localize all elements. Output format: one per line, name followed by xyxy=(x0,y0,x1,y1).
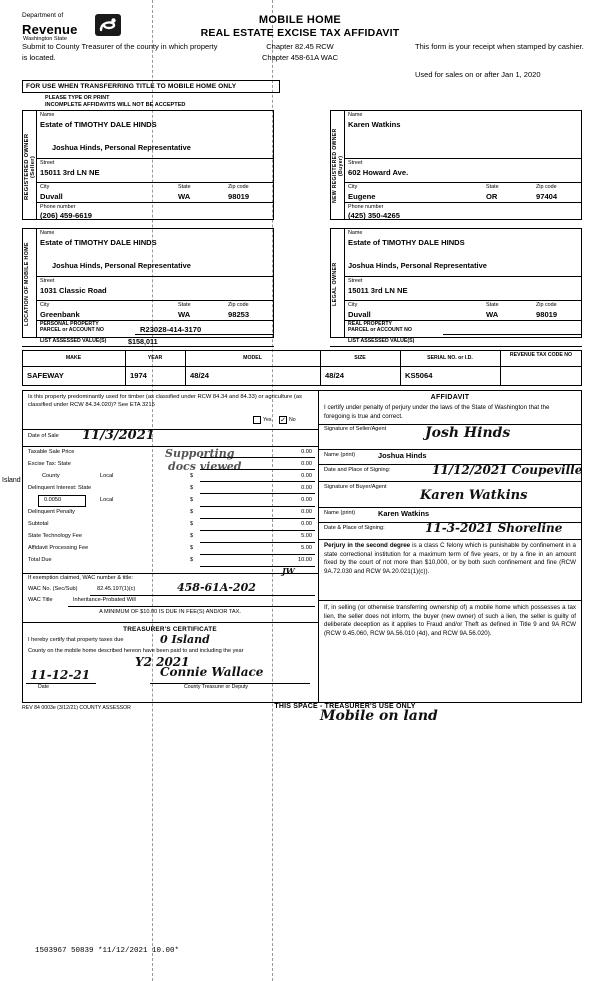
tax-line-2 xyxy=(200,481,315,482)
buyer-city-value: Eugene xyxy=(348,192,376,201)
tax-line-9 xyxy=(200,566,315,567)
buyer-phone-label: Phone number xyxy=(348,204,384,210)
date-of-sale-label: Date of Sale xyxy=(28,433,59,439)
tax-dollar-4: $ xyxy=(190,497,194,503)
revenue-wordmark: Revenue xyxy=(22,22,78,37)
tax-line-0 xyxy=(200,457,315,458)
seller-side-label: REGISTERED OWNER (Seller) xyxy=(24,133,36,200)
tax-line-8 xyxy=(200,554,315,555)
location-street-value: 1031 Classic Road xyxy=(40,286,107,295)
form-title-2: REAL ESTATE EXCISE TAX AFFIDAVIT xyxy=(200,27,400,39)
tax-row-value-9: 10.00 xyxy=(298,557,312,563)
legal-zip-value: 98019 xyxy=(536,310,558,319)
location-pp-label: PERSONAL PROPERTY xyxy=(40,321,99,327)
legal-street-label: Street xyxy=(348,278,363,284)
tax-row-label-8: Affidavit Processing Fee xyxy=(28,545,89,551)
tax-row-value-2: 0.00 xyxy=(301,473,312,479)
date-of-sale-value: 11/3/2021 xyxy=(82,428,155,443)
revenue-substate: Washington State xyxy=(23,36,67,42)
wac-no-line xyxy=(90,595,315,596)
legal-rp-label: REAL PROPERTY xyxy=(348,321,393,327)
legal-city-label: City xyxy=(348,302,358,308)
location-assessed-line xyxy=(22,346,274,347)
buyer-side-label: NEW REGISTERED OWNER (Buyer) xyxy=(332,128,344,204)
timber-no-label: No xyxy=(289,417,296,423)
seller-name2-value: Joshua Hinds, Personal Representative xyxy=(52,143,191,152)
treasurer-heading: TREASURER'S CERTIFICATE xyxy=(123,626,217,633)
vr-year: 1974 xyxy=(130,371,147,380)
location-name2-value: Joshua Hinds, Personal Representative xyxy=(52,261,191,270)
buyer-street-label: Street xyxy=(348,160,363,166)
vh-serial: SERIAL NO. or I.D. xyxy=(427,355,473,361)
wac-no-value: 82.45.197(1)(c) xyxy=(97,586,136,592)
sig-buyer-label: Signature of Buyer/Agent xyxy=(324,484,387,490)
tax-row-value-8: 5.00 xyxy=(301,545,312,551)
tax-dollar-3: $ xyxy=(190,485,194,491)
tax-line-3 xyxy=(200,493,315,494)
legal-assessed-label: LIST ASSESSED VALUE(S) xyxy=(348,338,415,344)
location-assessed-label: LIST ASSESSED VALUE(S) xyxy=(40,338,107,344)
tax-line-4 xyxy=(200,506,315,507)
sig-seller-value: Josh Hinds xyxy=(425,425,511,441)
receipt-note: This form is your receipt when stamped by cashier. xyxy=(415,42,584,51)
location-assessed-value: $158,011 xyxy=(128,337,158,346)
vh-size: SIZE xyxy=(354,355,366,361)
exemption-divider xyxy=(22,573,318,574)
name-print-buyer-value: Karen Watkins xyxy=(378,509,430,518)
aff-div1 xyxy=(318,449,582,450)
tax-dollar-6: $ xyxy=(190,521,194,527)
tax-row-value-4: 0.00 xyxy=(301,497,312,503)
seller-city-value: Duvall xyxy=(40,192,63,201)
buyer-div3 xyxy=(344,202,582,203)
tax-row-label-4: 0.0050 xyxy=(44,497,62,503)
aff-div6 xyxy=(318,539,582,540)
date-place-buyer-value: 11-3-2021 Shoreline xyxy=(425,521,563,535)
vr-serial: KS5064 xyxy=(405,371,433,380)
seller-div1 xyxy=(36,158,274,159)
vh-model: MODEL xyxy=(243,355,262,361)
seller-div3 xyxy=(36,202,274,203)
legal-div1 xyxy=(344,276,582,277)
selling-disclosure: If, in selling (or otherwise transferring ownership of) a mobile home which possesses a tax lien, the seller does not inform, the buyer (new owner) of such a lien, the seller is guilty of deliberate deception as it applies to Fraud and/or Theft as defined in Title 9 and 9A RCW (RCW 9.45.060, RCW 9A.56.010 (4d), and RCW 9A.56.020). xyxy=(324,604,576,638)
receipt-stamp: 1503967 50839 *11/12/2021 10.00* xyxy=(35,947,180,955)
used-for-note: Used for sales on or after Jan 1, 2020 xyxy=(415,70,541,79)
tax-line-6 xyxy=(200,530,315,531)
vh-make: MAKE xyxy=(65,355,82,361)
tax-dollar-9: $ xyxy=(190,557,194,563)
location-zip-value: 98253 xyxy=(228,310,250,319)
seller-street-label: Street xyxy=(40,160,55,166)
aff-div7 xyxy=(318,600,582,601)
tax-row-label-6: Subtotal xyxy=(28,521,49,527)
location-state-label: State xyxy=(178,302,191,308)
location-parcel-label: PARCEL or ACCOUNT NO xyxy=(40,327,104,333)
location-name-value: Estate of TIMOTHY DALE HINDS xyxy=(40,238,157,247)
transfer-banner: FOR USE WHEN TRANSFERRING TITLE TO MOBILE HOME ONLY xyxy=(22,80,280,93)
location-state-value: WA xyxy=(178,310,191,319)
treasurer-sig-hand: Connie Wallace xyxy=(160,665,264,679)
perjury-second-degree xyxy=(324,542,576,577)
date-place-seller-value: 11/12/2021 Coupeville xyxy=(432,463,583,477)
wac-no-label: WAC No. (Sec/Sub) xyxy=(28,586,78,592)
tax-row-value-1: 0.00 xyxy=(301,461,312,467)
tax-dollar-2: $ xyxy=(190,473,194,479)
tax-line-5 xyxy=(200,518,315,519)
buyer-zip-label: Zip code xyxy=(536,184,557,190)
timber-divider xyxy=(22,429,318,430)
buyer-div2 xyxy=(344,182,582,183)
location-name-label: Name xyxy=(40,230,55,236)
legal-div2 xyxy=(344,300,582,301)
buyer-street-value: 602 Howard Ave. xyxy=(348,168,409,177)
submit-instructions: Submit to County Treasurer of the county in which property is located. xyxy=(22,42,218,62)
buyer-state-label: State xyxy=(486,184,499,190)
aff-div3 xyxy=(318,481,582,482)
seller-zip-label: Zip code xyxy=(228,184,249,190)
legal-city-value: Duvall xyxy=(348,310,371,319)
seller-state-value: WA xyxy=(178,192,191,201)
tax-row-label-0: Taxable Sale Price xyxy=(28,449,75,455)
tax-dollar-7: $ xyxy=(190,533,194,539)
sig-buyer-value: Karen Watkins xyxy=(420,488,528,503)
legal-side-label: LEGAL OWNER xyxy=(332,262,338,306)
min-divider xyxy=(22,622,318,623)
legal-street-value: 15011 3rd LN NE xyxy=(348,286,408,295)
supporting-docs-note-2: docs viewed xyxy=(168,460,242,473)
treasurer-year-hand: Y2 2021 xyxy=(135,655,190,669)
location-zip-label: Zip code xyxy=(228,302,249,308)
seller-name-value: Estate of TIMOTHY DALE HINDS xyxy=(40,120,157,129)
wac-title-label: WAC Title xyxy=(28,597,53,603)
location-side-label: LOCATION OF MOBILE HOME xyxy=(24,242,30,326)
buyer-state-value: OR xyxy=(486,192,498,201)
legal-state-label: State xyxy=(486,302,499,308)
legal-name-label: Name xyxy=(348,230,363,236)
legal-inner-divider xyxy=(344,228,345,338)
tax-line-7 xyxy=(200,542,315,543)
legal-name-value: Estate of TIMOTHY DALE HINDS xyxy=(348,238,465,247)
tax-row-value-3: 0.00 xyxy=(301,485,312,491)
tax-row-sub-4: Local xyxy=(100,497,114,503)
name-print-buyer-label: Name (print) xyxy=(324,510,356,516)
legal-parcel-line xyxy=(443,334,581,335)
location-inner-divider xyxy=(36,228,37,338)
treasurer-date-hand: 11-12-21 xyxy=(30,668,91,682)
legal-assessed-line xyxy=(330,346,582,347)
buyer-name-label: Name xyxy=(348,112,363,118)
location-div2 xyxy=(36,300,274,301)
aff-div4 xyxy=(318,507,582,508)
rev-form-number: REV 84 0003e (3/12/21) COUNTY ASSESSOR xyxy=(22,705,131,711)
island-note: Island xyxy=(2,477,21,484)
legal-zip-label: Zip code xyxy=(536,302,557,308)
vt-v5 xyxy=(500,350,501,386)
timber-yes-checkbox[interactable] xyxy=(253,416,261,424)
name-print-seller-value: Joshua Hinds xyxy=(378,451,427,460)
affidavit-heading: AFFIDAVIT xyxy=(430,394,470,401)
vr-model: 48/24 xyxy=(190,371,210,380)
timber-yes-label: Yes xyxy=(263,417,272,423)
buyer-city-label: City xyxy=(348,184,358,190)
treasurer-space-label: THIS SPACE - TREASURER'S USE ONLY xyxy=(274,703,416,710)
please-type-note: PLEASE TYPE OR PRINT xyxy=(45,95,110,101)
legal-parcel-label: PARCEL or ACCOUNT NO xyxy=(348,327,412,333)
jw-initials: JW xyxy=(282,566,295,576)
seller-phone-label: Phone number xyxy=(40,204,76,210)
buyer-phone-value: (425) 350-4265 xyxy=(348,211,400,220)
timber-no-checkbox[interactable]: ✓ xyxy=(280,417,286,424)
seller-name-label: Name xyxy=(40,112,55,118)
affidavit-perjury: I certify under penalty of perjury under the laws of the State of Washington that the foregoing is true and correct. xyxy=(324,404,550,420)
perjury2-title: Perjury in the second degree xyxy=(324,542,411,549)
tax-dollar-5: $ xyxy=(190,509,194,515)
tax-row-value-0: 0.00 xyxy=(301,449,312,455)
date-place-buyer-label: Date & Place of Signing: xyxy=(324,525,385,531)
dept-line1: Department of xyxy=(22,12,64,19)
treasurer-text1-hand: 0 Island xyxy=(160,633,210,646)
wac-title-line xyxy=(68,606,315,607)
seller-city-label: City xyxy=(40,184,50,190)
location-parcel-value: R23028-414-3170 xyxy=(140,325,202,334)
legal-state-value: WA xyxy=(486,310,499,319)
buyer-zip-value: 97404 xyxy=(536,192,558,201)
wac-no-handwritten: 458-61A-202 xyxy=(177,581,256,594)
tax-dollar-8: $ xyxy=(190,545,194,551)
seller-zip-value: 98019 xyxy=(228,192,250,201)
seller-div2 xyxy=(36,182,274,183)
vh-revcode: REVENUE TAX CODE NO xyxy=(509,352,573,358)
tax-row-label-3: Delinquent Interest: State xyxy=(28,485,92,491)
buyer-inner-divider xyxy=(344,110,345,220)
date-place-seller-label: Date and Place of Signing: xyxy=(324,467,391,473)
buyer-div1 xyxy=(344,158,582,159)
tax-row-value-7: 5.00 xyxy=(301,533,312,539)
buyer-name-value: Karen Watkins xyxy=(348,120,401,129)
exemption-label: If exemption claimed, WAC number & title: xyxy=(28,575,133,581)
minimum-note: A MINIMUM OF $10.00 IS DUE IN FEE(S) AND/OR TAX. xyxy=(99,609,241,615)
seller-street-value: 15011 3rd LN NE xyxy=(40,168,100,177)
vh-year: YEAR xyxy=(147,355,163,361)
seller-phone-value: (206) 459-6619 xyxy=(40,211,92,220)
treasurer-sig-label: County Treasurer or Deputy xyxy=(184,684,249,690)
vehicle-header-divider xyxy=(22,366,582,367)
sig-seller-label: Signature of Seller/Agent xyxy=(324,426,387,432)
tax-row-label-9: Total Due xyxy=(28,557,52,563)
treasurer-space-hand: Mobile on land xyxy=(320,708,438,724)
legal-name2-value: Joshua Hinds, Personal Representative xyxy=(348,261,487,270)
form-title-1: MOBILE HOME xyxy=(258,14,342,26)
perjury2-body: is a class C felony which is punishable by confinement in a state correctional institution for a maximum term of five years, or by a fine in an amount fixed by the court of not more than $10,000, or by both such confinement and fine (RCW 9A.72.030 and RCW 9A.20.021(1)(c)). xyxy=(324,542,576,576)
tax-row-label-2: County xyxy=(42,473,60,479)
supporting-docs-note-1: Supporting xyxy=(165,447,235,460)
treasurer-date-label: Date xyxy=(38,684,49,690)
treasurer-text2: County on the mobile home described hereon have been paid to and including the year xyxy=(28,648,244,654)
location-div1 xyxy=(36,276,274,277)
tax-row-value-5: 0.00 xyxy=(301,509,312,515)
location-city-label: City xyxy=(40,302,50,308)
chapter-rcw: Chapter 82.45 RCW xyxy=(266,42,334,51)
tax-row-label-1: Excise Tax: State xyxy=(28,461,71,467)
tax-row-label-5: Delinquent Penalty xyxy=(28,509,75,515)
tax-row-label-7: State Technology Fee xyxy=(28,533,83,539)
seller-state-label: State xyxy=(178,184,191,190)
location-city-value: Greenbank xyxy=(40,310,80,319)
location-parcel-line xyxy=(135,334,273,335)
incomplete-note: INCOMPLETE AFFIDAVITS WILL NOT BE ACCEPTED xyxy=(45,102,186,108)
tax-line-1 xyxy=(200,469,315,470)
name-print-seller-label: Name (print) xyxy=(324,452,356,458)
timber-question: Is this property predominantly used for timber (as classified under RCW 84.34 and 84.33) or agriculture (as classified under RCW 84.34.020)? See ETA 3215 xyxy=(28,394,302,408)
tax-row-sub-2: Local xyxy=(100,473,114,479)
lower-split xyxy=(318,390,319,703)
chapter-wac: Chapter 458-61A WAC xyxy=(261,53,338,62)
treasurer-date-line xyxy=(26,683,96,684)
vr-size: 48/24 xyxy=(325,371,345,380)
tax-row-value-6: 0.00 xyxy=(301,521,312,527)
treasurer-text1: I hereby certify that property taxes due xyxy=(28,637,124,643)
vr-make: SAFEWAY xyxy=(27,371,64,380)
location-street-label: Street xyxy=(40,278,55,284)
wac-title-value: Inheritance-Probated Will xyxy=(73,597,136,603)
